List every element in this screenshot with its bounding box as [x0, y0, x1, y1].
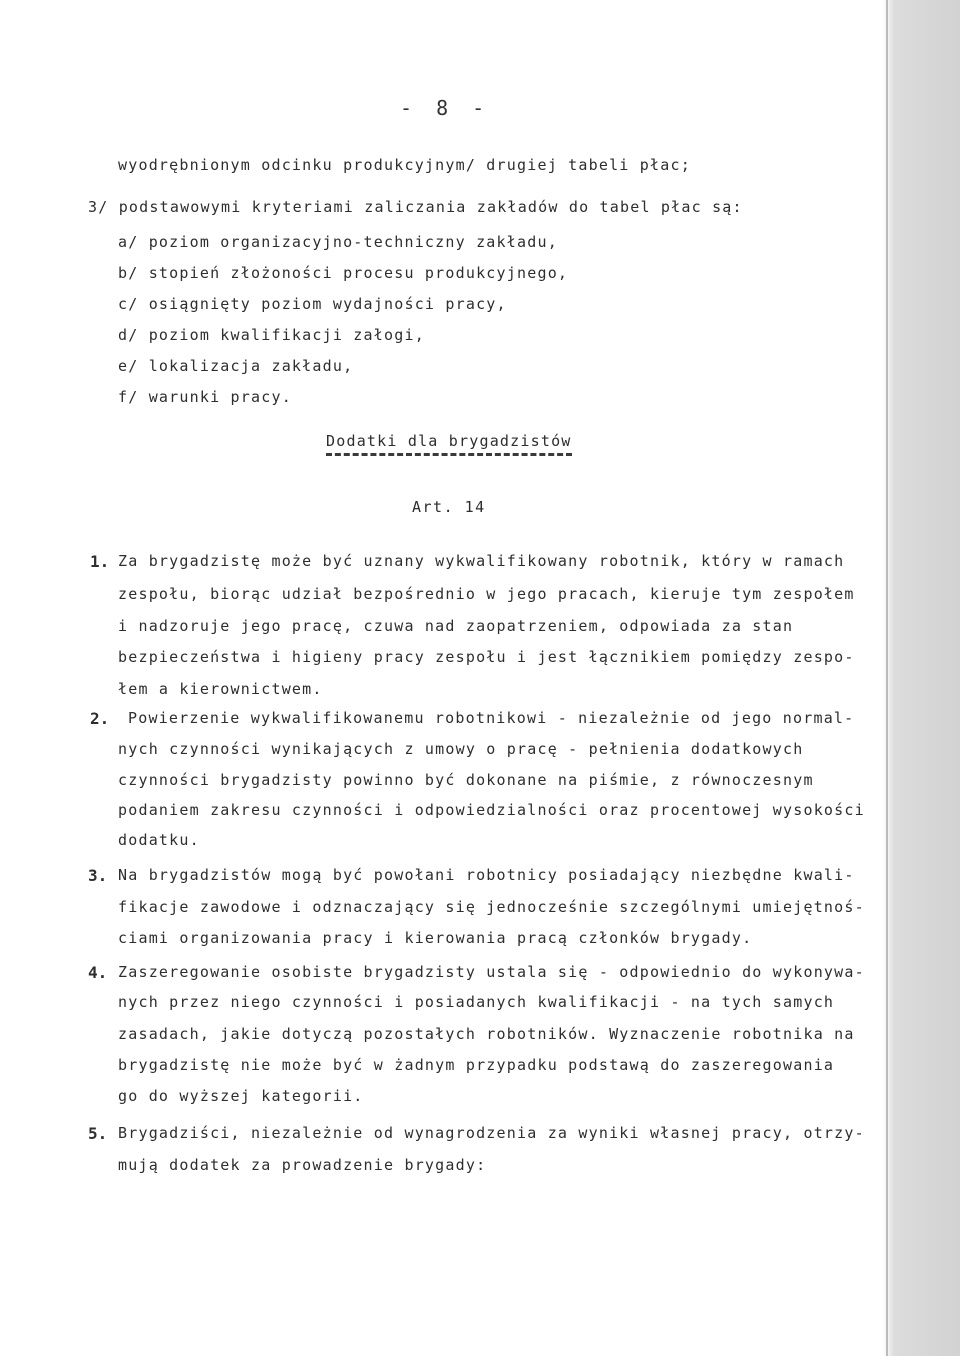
paragraph-number: 4. [88, 963, 108, 982]
paragraph-number: 5. [88, 1124, 108, 1143]
criteria-item: a/ poziom organizacyjno-techniczny zakładu, [118, 233, 558, 251]
criteria-item: d/ poziom kwalifikacji załogi, [118, 326, 425, 344]
criteria-item: c/ osiągnięty poziom wydajności pracy, [118, 295, 507, 313]
section-heading: Dodatki dla brygadzistów [326, 432, 572, 456]
paragraph-line: nych czynności wynikających z umowy o pracę - pełnienia dodatkowych [118, 740, 804, 758]
paragraph-line: Brygadziści, niezależnie od wynagrodzenia za wyniki własnej pracy, otrzy- [118, 1124, 865, 1142]
paragraph-number: 2. [90, 709, 110, 728]
scan-edge-shadow [882, 0, 960, 1356]
paragraph-line: Na brygadzistów mogą być powołani robotnicy posiadający niezbędne kwali- [118, 866, 855, 884]
paragraph-number: 3. [88, 866, 108, 885]
paragraph-line: podaniem zakresu czynności i odpowiedzialności oraz procentowej wysokości [118, 801, 865, 819]
paragraph-line: łem a kierownictwem. [118, 680, 323, 698]
text-line: 3/ podstawowymi kryteriami zaliczania zakładów do tabel płac są: [88, 198, 743, 216]
paragraph-line: bezpieczeństwa i higieny pracy zespołu i jest łącznikiem pomiędzy zespo- [118, 648, 855, 666]
paragraph-line: brygadzistę nie może być w żadnym przypadku podstawą do zaszeregowania [118, 1056, 835, 1074]
criteria-item: e/ lokalizacja zakładu, [118, 357, 354, 375]
paragraph-line: ciami organizowania pracy i kierowania pracą członków brygady. [118, 929, 753, 947]
paragraph-line: nych przez niego czynności i posiadanych kwalifikacji - na tych samych [118, 993, 835, 1011]
paragraph-line: Za brygadzistę może być uznany wykwalifikowany robotnik, który w ramach [118, 552, 845, 570]
page-number: - 8 - [400, 96, 491, 120]
paragraph-line: zasadach, jakie dotyczą pozostałych robotników. Wyznaczenie robotnika na [118, 1025, 855, 1043]
article-label: Art. 14 [412, 498, 486, 516]
paragraph-line: czynności brygadzisty powinno być dokonane na piśmie, z równoczesnym [118, 771, 814, 789]
paragraph-line: i nadzoruje jego pracę, czuwa nad zaopatrzeniem, odpowiada za stan [118, 617, 794, 635]
paragraph-line: Powierzenie wykwalifikowanemu robotnikowi - niezależnie od jego normal- [128, 709, 855, 727]
scan-edge-line [886, 0, 888, 1356]
paragraph-line: Zaszeregowanie osobiste brygadzisty ustala się - odpowiednio do wykonywa- [118, 963, 865, 981]
paragraph-line: fikacje zawodowe i odznaczający się jednocześnie szczególnymi umiejętnoś- [118, 898, 865, 916]
paragraph-line: zespołu, biorąc udział bezpośrednio w jego pracach, kieruje tym zespołem [118, 585, 855, 603]
criteria-item: f/ warunki pracy. [118, 388, 292, 406]
paragraph-number: 1. [90, 552, 110, 571]
paragraph-line: go do wyższej kategorii. [118, 1087, 364, 1105]
paragraph-line: dodatku. [118, 831, 200, 849]
text-line: wyodrębnionym odcinku produkcyjnym/ drugiej tabeli płac; [118, 156, 691, 174]
paragraph-line: mują dodatek za prowadzenie brygady: [118, 1156, 487, 1174]
criteria-item: b/ stopień złożoności procesu produkcyjnego, [118, 264, 569, 282]
